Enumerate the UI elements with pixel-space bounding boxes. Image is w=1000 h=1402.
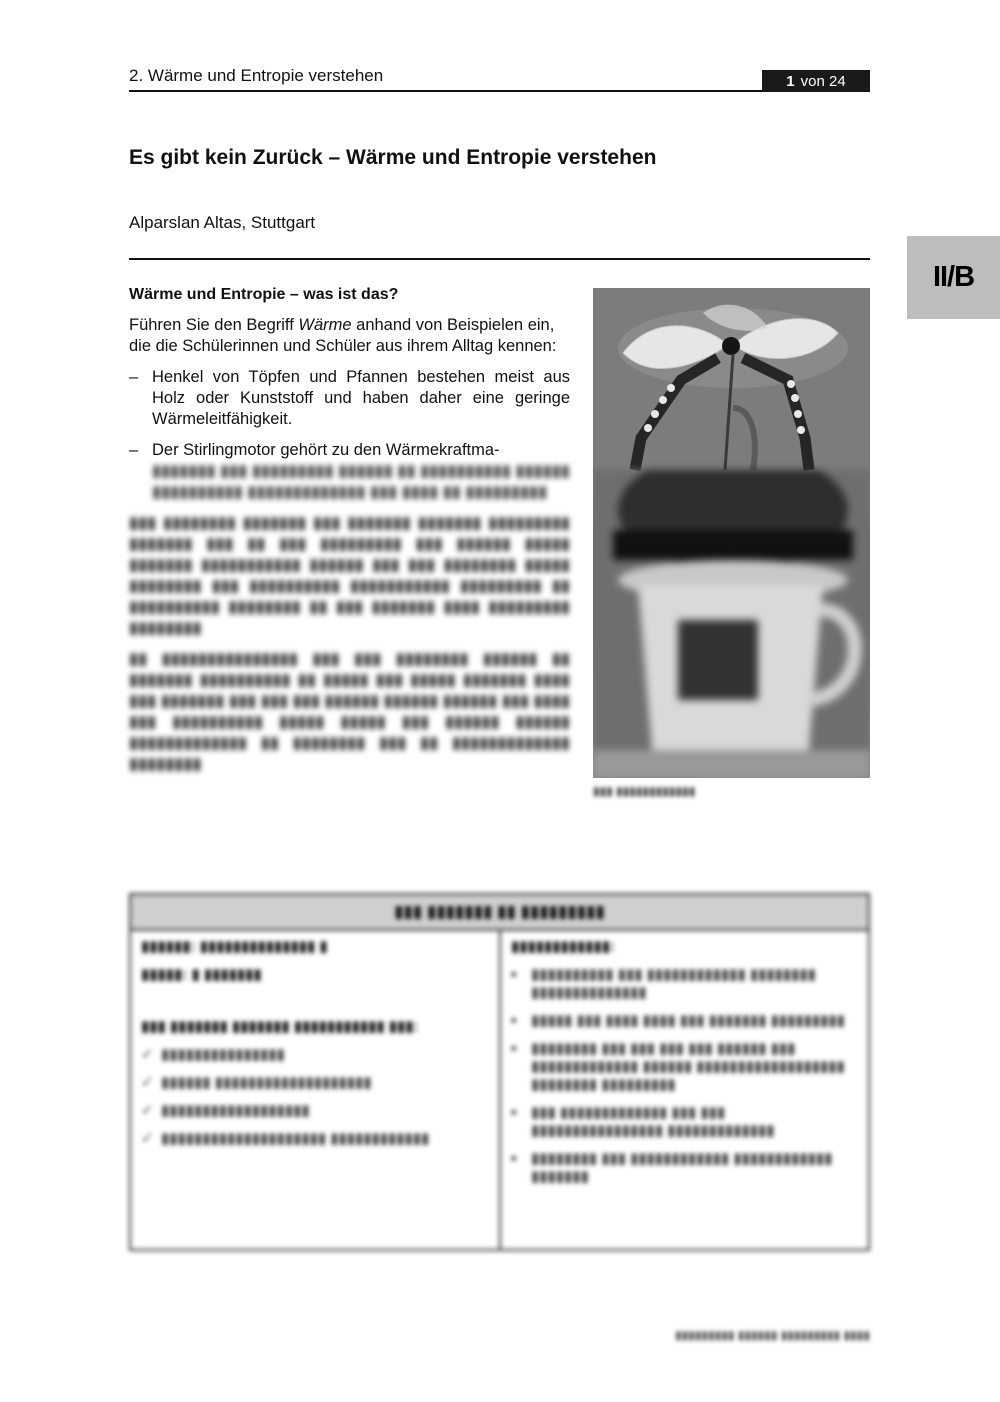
overview-body <box>131 931 868 1249</box>
example-list <box>129 367 570 503</box>
list-item: ✓ ▮▮▮▮▮▮▮▮▮▮▮▮▮▮▮▮▮▮▮▮ ▮▮▮▮▮▮▮▮▮▮▮▮ <box>141 1129 489 1147</box>
chapter-tab: II/B <box>907 236 1000 319</box>
main-text-column <box>129 284 570 785</box>
mug-illustration <box>593 470 870 778</box>
section-subheading: Wärme und Entropie – was ist das? <box>129 286 399 303</box>
intro-emphasis: Wärme <box>298 316 352 334</box>
list-item: ■ ▮▮▮▮▮▮▮▮ ▮▮▮ ▮▮▮▮▮▮▮▮▮▮▮▮ ▮▮▮▮▮▮▮▮▮▮▮▮ ▮▮▮▮▮▮▮ <box>511 1149 858 1185</box>
intro-text-start: Führen Sie den Begriff <box>129 316 299 334</box>
list-item: – Henkel von Töpfen und Pfannen bestehen meist aus Holz oder Kunststoff und haben daher eine geringe Wärmeleitfähigkeit. <box>129 367 570 430</box>
duration-line: ▮▮▮▮▮: ▮ ▮▮▮▮▮▮▮ <box>141 966 262 983</box>
level-line: ▮▮▮▮▮▮: ▮▮▮▮▮▮▮▮▮▮▮▮▮▮ ▮ <box>141 938 328 955</box>
page-indicator <box>762 70 870 92</box>
list-item: ■ ▮▮▮▮▮▮▮▮ ▮▮▮ ▮▮▮ ▮▮▮ ▮▮▮ ▮▮▮▮▮▮ ▮▮▮ ▮▮▮▮▮▮▮▮▮▮▮▮▮ ▮▮▮▮▮▮ ▮▮▮▮▮▮▮▮▮▮▮▮▮▮▮▮▮▮ ▮▮▮▮▮▮▮▮ ▮▮▮▮▮▮▮▮▮ <box>511 1039 858 1093</box>
title-divider <box>129 258 870 260</box>
blurred-paragraphs <box>129 513 570 775</box>
stirling-engine-photo <box>593 288 870 778</box>
section-title: 2. Wärme und Entropie verstehen <box>129 66 384 85</box>
blurred-text-line: ▮▮▮▮▮▮▮ ▮▮▮ ▮▮▮▮▮▮▮▮▮ ▮▮▮▮▮▮ ▮▮ ▮▮▮▮▮▮▮▮▮▮ ▮▮▮▮▮▮ ▮▮▮▮▮▮▮▮▮▮ ▮▮▮▮▮▮▮▮▮▮▮▮▮ ▮▮▮ ▮▮▮▮ ▮▮ ▮▮▮▮▮▮▮▮▮ <box>152 462 570 501</box>
list-item: ✓ ▮▮▮▮▮▮▮▮▮▮▮▮▮▮▮ <box>141 1045 489 1063</box>
blurred-photo-region <box>593 470 870 778</box>
list-item: ■ ▮▮▮▮▮▮▮▮▮▮ ▮▮▮ ▮▮▮▮▮▮▮▮▮▮▮▮ ▮▮▮▮▮▮▮▮ ▮▮▮▮▮▮▮▮▮▮▮▮▮▮ <box>511 965 858 1001</box>
list-item-text: Der Stirlingmotor gehört zu den Wärmekraftma- <box>152 441 500 459</box>
author-line: Alparslan Altas, Stuttgart <box>129 213 316 232</box>
page-footer: ▮▮▮▮▮▮▮▮▮ ▮▮▮▮▮▮ ▮▮▮▮▮▮▮▮▮ ▮▮▮▮ <box>675 1328 870 1342</box>
list-item: ✓ ▮▮▮▮▮▮ ▮▮▮▮▮▮▮▮▮▮▮▮▮▮▮▮▮▮▮ <box>141 1073 489 1091</box>
list-item <box>129 440 570 503</box>
materials-list <box>141 1045 489 1147</box>
list-item: ■ ▮▮▮ ▮▮▮▮▮▮▮▮▮▮▮▮▮ ▮▮▮ ▮▮▮ ▮▮▮▮▮▮▮▮▮▮▮▮▮▮▮▮ ▮▮▮▮▮▮▮▮▮▮▮▮▮ <box>511 1103 858 1139</box>
list-item: ■ ▮▮▮▮▮ ▮▮▮ ▮▮▮▮ ▮▮▮▮ ▮▮▮ ▮▮▮▮▮▮▮ ▮▮▮▮▮▮▮▮▮ <box>511 1011 858 1029</box>
blurred-paragraph: ▮▮ ▮▮▮▮▮▮▮▮▮▮▮▮▮▮▮ ▮▮▮ ▮▮▮ ▮▮▮▮▮▮▮▮ ▮▮▮▮▮▮ ▮▮ ▮▮▮▮▮▮▮ ▮▮▮▮▮▮▮▮▮▮ ▮▮ ▮▮▮▮▮ ▮▮▮ ▮▮▮▮▮ ▮▮▮▮▮▮▮ ▮▮▮▮ ▮▮▮ ▮▮▮▮▮▮▮ ▮▮▮ ▮▮▮ ▮▮▮ ▮▮▮▮▮▮ ▮▮▮▮▮▮ ▮▮▮▮▮▮ ▮▮▮ ▮▮▮▮ ▮▮▮ ▮▮▮▮▮▮▮▮▮▮ ▮▮▮▮▮ ▮▮▮▮▮ ▮▮▮ ▮▮▮▮▮▮ ▮▮▮▮▮▮ ▮▮▮▮▮▮▮▮▮▮▮▮▮ ▮▮ ▮▮▮▮▮▮▮▮ ▮▮▮ ▮▮ ▮▮▮▮▮▮▮▮▮▮▮▮▮ ▮▮▮▮▮▮▮▮ <box>129 650 570 773</box>
overview-right-column <box>501 931 868 1249</box>
competencies-heading: ▮▮▮▮▮▮▮▮▮▮▮▮: <box>511 938 616 955</box>
competencies-list <box>511 965 858 1185</box>
list-item: ✓ ▮▮▮▮▮▮▮▮▮▮▮▮▮▮▮▮▮▮ <box>141 1101 489 1119</box>
overview-table <box>129 893 870 1251</box>
overview-header: ▮▮▮ ▮▮▮▮▮▮▮ ▮▮ ▮▮▮▮▮▮▮▮▮ <box>131 895 868 931</box>
photo-caption: ▮▮▮ ▮▮▮▮▮▮▮▮▮▮▮▮ <box>593 784 696 798</box>
page-total: von 24 <box>800 72 846 90</box>
document-title: Es gibt kein Zurück – Wärme und Entropie verstehen <box>129 146 657 169</box>
intro-paragraph <box>129 315 570 357</box>
blurred-paragraph: ▮▮▮ ▮▮▮▮▮▮▮▮ ▮▮▮▮▮▮▮ ▮▮▮ ▮▮▮▮▮▮▮ ▮▮▮▮▮▮▮ ▮▮▮▮▮▮▮▮▮ ▮▮▮▮▮▮▮ ▮▮▮ ▮▮ ▮▮▮ ▮▮▮▮▮▮▮▮▮ ▮▮▮ ▮▮▮▮▮▮ ▮▮▮▮▮ ▮▮▮▮▮▮▮ ▮▮▮▮▮▮▮▮▮▮▮ ▮▮▮▮▮▮ ▮▮▮ ▮▮▮ ▮▮▮▮▮▮▮▮ ▮▮▮▮▮ ▮▮▮▮▮▮▮▮ ▮▮▮ ▮▮▮▮▮▮▮▮▮▮ ▮▮▮▮▮▮▮▮▮▮▮ ▮▮▮▮▮▮▮▮▮ ▮▮ ▮▮▮▮▮▮▮▮▮▮ ▮▮▮▮▮▮▮▮ ▮▮ ▮▮▮ ▮▮▮▮▮▮▮ ▮▮▮▮ ▮▮▮▮▮▮▮▮▮ ▮▮▮▮▮▮▮▮ <box>129 514 570 637</box>
page-number: 1 <box>786 72 795 90</box>
overview-left-column <box>131 931 501 1249</box>
intro-text-end: anhand von Beispielen ein, die die Schülerinnen und Schüler aus ihrem Alltag kennen: <box>129 316 557 355</box>
materials-heading: ▮▮▮ ▮▮▮▮▮▮▮ ▮▮▮▮▮▮▮ ▮▮▮▮▮▮▮▮▮▮▮ ▮▮▮: <box>141 1018 419 1035</box>
